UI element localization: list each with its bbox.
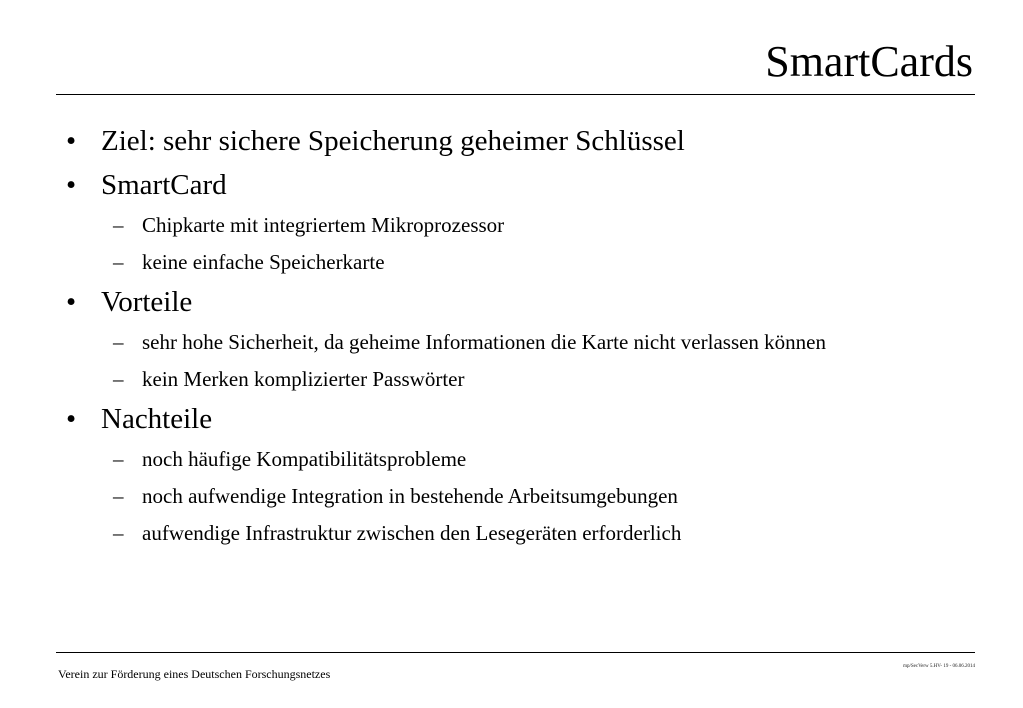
bullet-marker: • xyxy=(66,403,77,435)
sub-item xyxy=(56,482,882,510)
dash-marker: – xyxy=(113,250,124,274)
bullet-goal xyxy=(56,124,956,158)
sub-list-disadvantages xyxy=(56,445,956,547)
sub-list-smartcard xyxy=(56,211,956,276)
sub-item-text: noch aufwendige Integration in bestehende Arbeitsumgebungen xyxy=(142,484,678,508)
bullet-marker: • xyxy=(66,286,77,318)
bullet-text: Ziel: sehr sichere Speicherung geheimer Schlüssel xyxy=(101,125,685,157)
dash-marker: – xyxy=(113,521,124,545)
footer-organization: Verein zur Förderung eines Deutschen Forschungsnetzes xyxy=(58,667,331,681)
footer-divider xyxy=(56,652,975,653)
bullet-marker: • xyxy=(66,169,77,201)
bullet-text: SmartCard xyxy=(101,169,227,201)
dash-marker: – xyxy=(113,447,124,471)
sub-item xyxy=(56,211,882,239)
sub-item-text: Chipkarte mit integriertem Mikroprozessor xyxy=(142,213,505,237)
bullet-advantages xyxy=(56,285,956,319)
sub-item xyxy=(56,445,882,473)
sub-item-text: aufwendige Infrastruktur zwischen den Lesegeräten erforderlich xyxy=(142,521,682,545)
bullet-list xyxy=(56,124,956,556)
sub-item-text: sehr hohe Sicherheit, da geheime Informationen die Karte nicht verlassen können xyxy=(142,330,827,354)
sub-item xyxy=(56,328,882,356)
bullet-text: Nachteile xyxy=(101,403,213,435)
sub-item-text: kein Merken komplizierter Passwörter xyxy=(142,367,465,391)
sub-item-text: keine einfache Speicherkarte xyxy=(142,250,385,274)
bullet-smartcard xyxy=(56,168,956,202)
sub-item xyxy=(56,365,882,393)
slide-title: SmartCards xyxy=(765,37,973,86)
bullet-text: Vorteile xyxy=(101,286,193,318)
dash-marker: – xyxy=(113,484,124,508)
bullet-disadvantages xyxy=(56,402,956,436)
dash-marker: – xyxy=(113,367,124,391)
bullet-marker: • xyxy=(66,125,77,157)
footer-slide-ref: mp/SecVerw 5.HV- 19 - 06.06.2014 xyxy=(903,664,975,669)
title-divider xyxy=(56,94,975,95)
sub-item-text: noch häufige Kompatibilitätsprobleme xyxy=(142,447,467,471)
sub-item xyxy=(56,248,882,276)
sub-list-advantages xyxy=(56,328,956,393)
dash-marker: – xyxy=(113,330,124,354)
sub-item xyxy=(56,519,882,547)
dash-marker: – xyxy=(113,213,124,237)
